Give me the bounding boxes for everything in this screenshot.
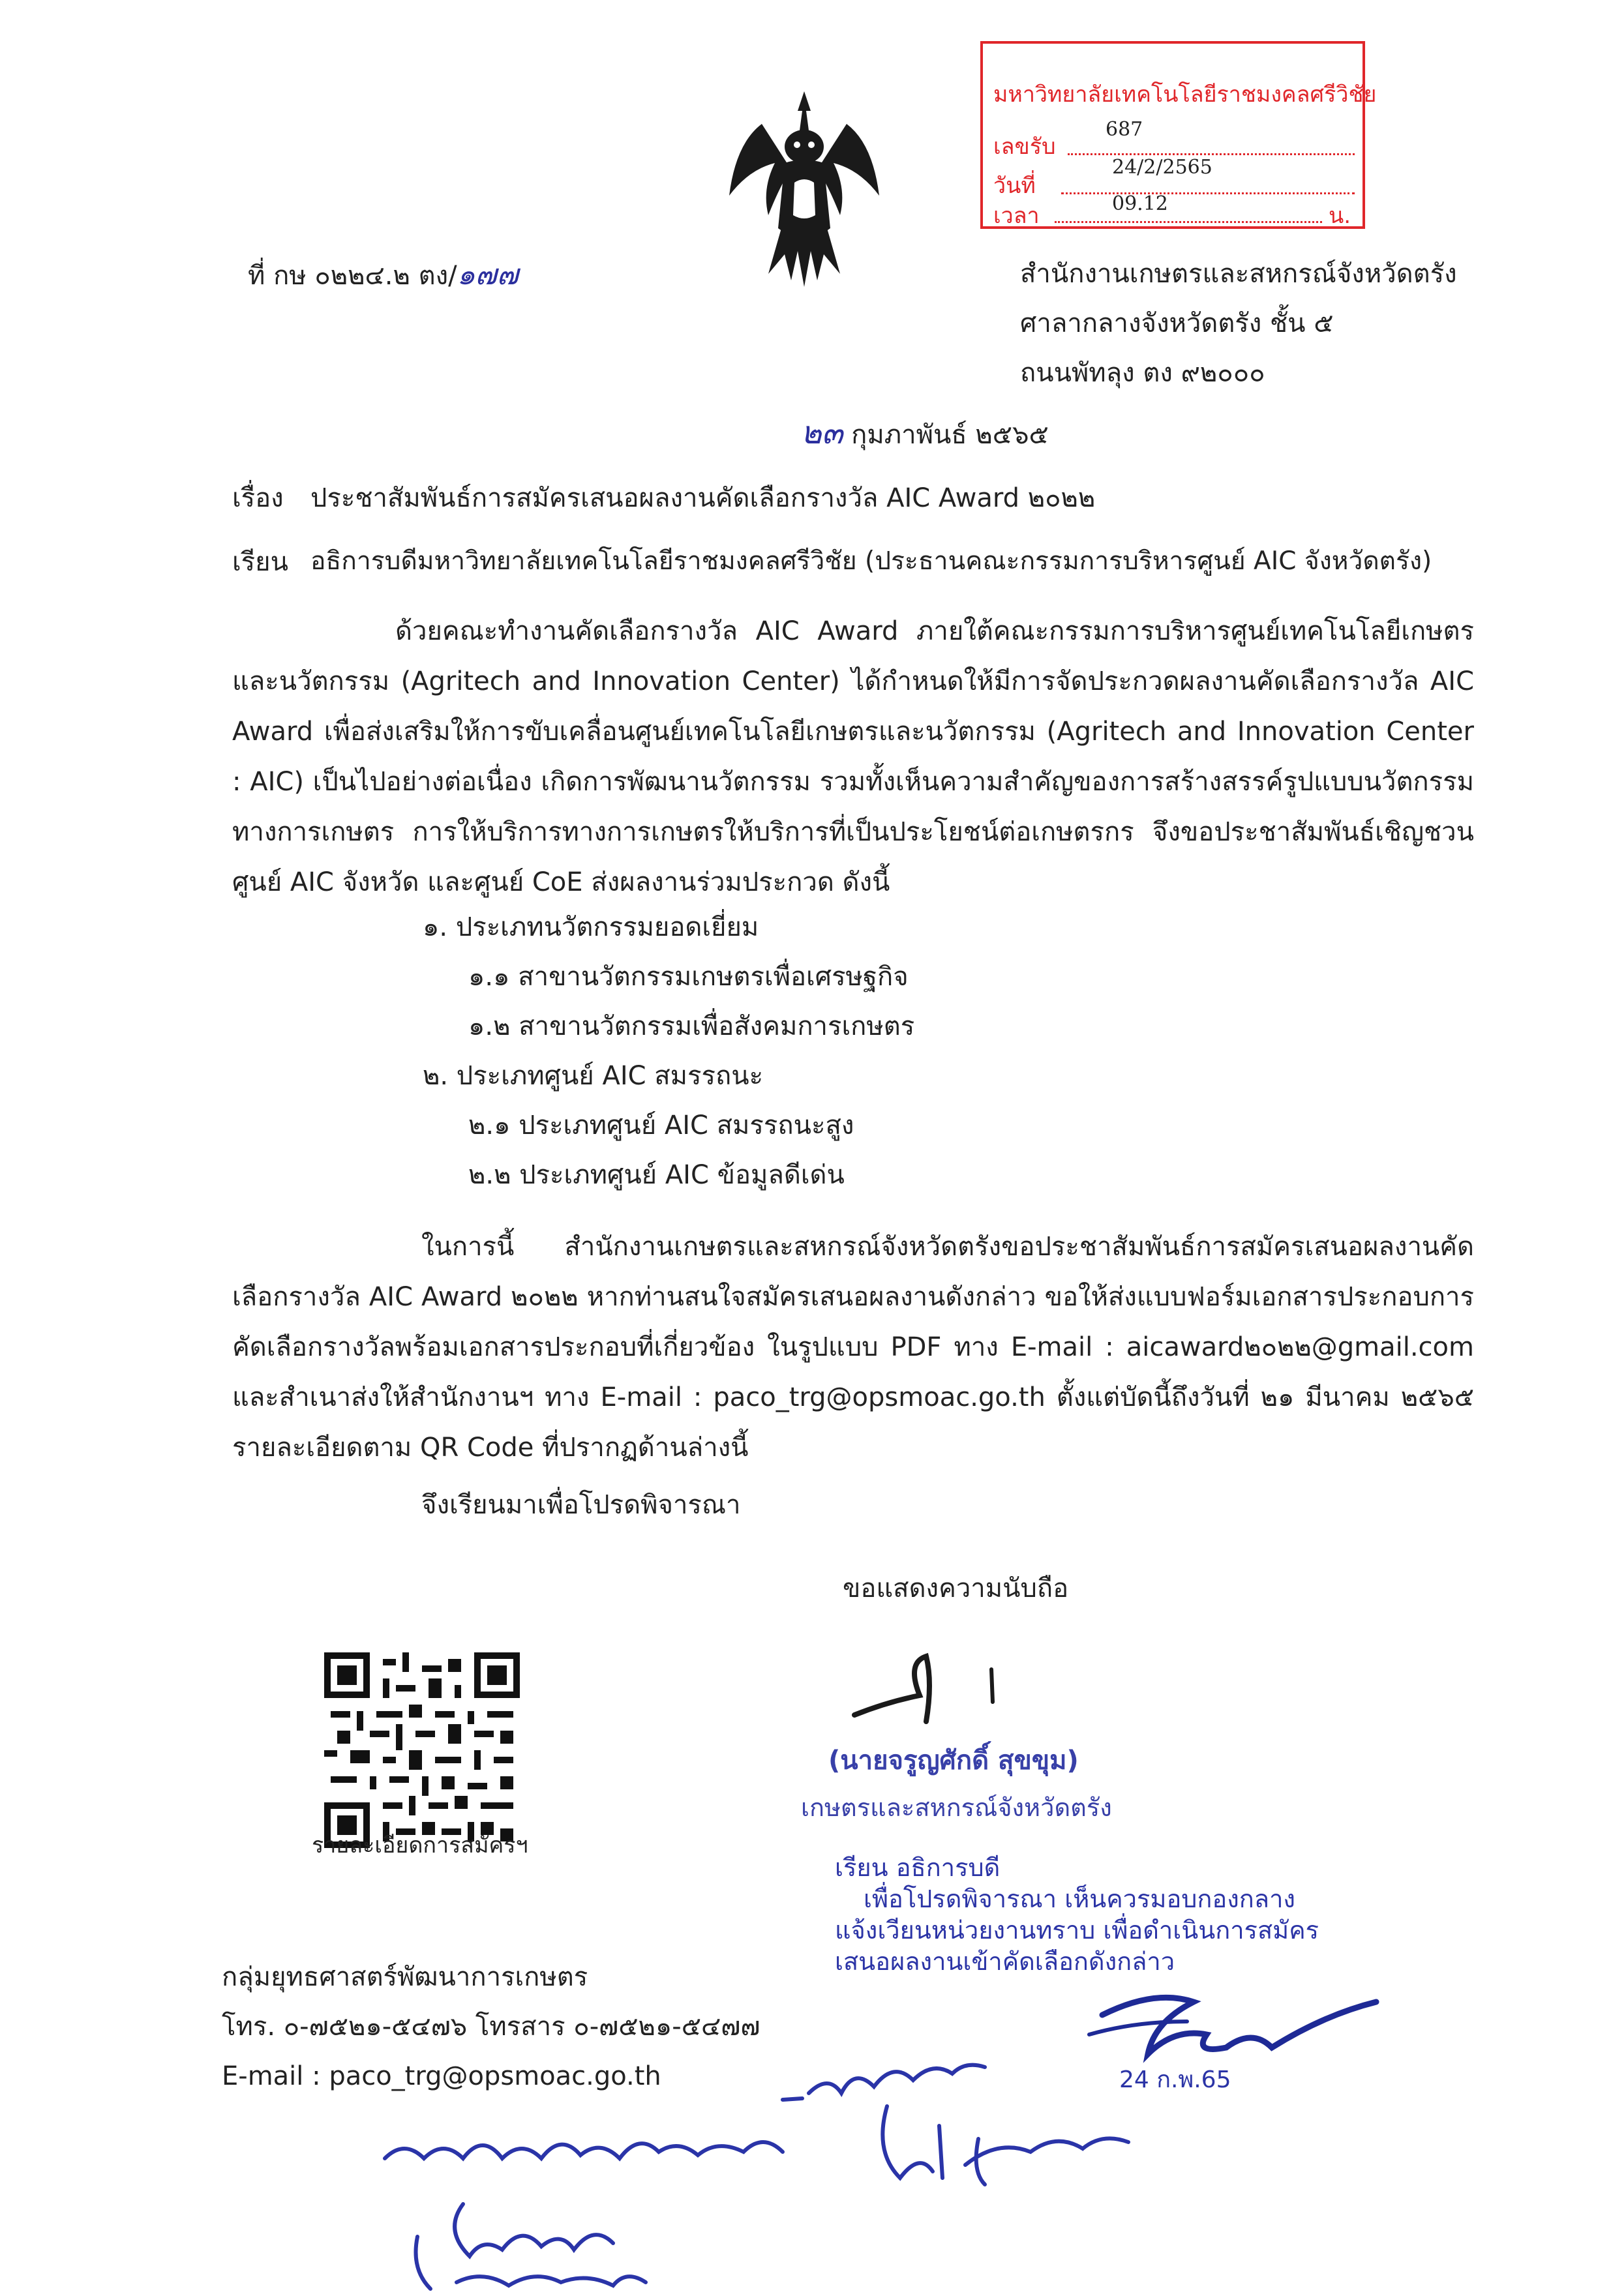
- body-paragraph-1: ด้วยคณะทำงานคัดเลือกรางวัล AIC Award ภายใต้คณะกรรมการบริหารศูนย์เทคโนโลยีเกษตรและนวัตกรรม (Agritech and Innovation Center) ได้กำหนดให้มีการจัดประกวดผลงานคัดเลือกรางวัล AIC Award เพื่อส่งเสริมให้การขับเคลื่อนศูนย์เทคโนโลยีเกษตรและนวัตกรรม (Agritech and Innovation Center : AIC) เป็นไปอย่างต่อเนื่อง เกิดการพัฒนานวัตกรรม รวมทั้งเห็นความสำคัญของการสร้างสรรค์รูปแบบนวัตกรรมทางการเกษตร การให้บริการทางการเกษตรให้บริการที่เป็นประโยชน์ต่อเกษตรกร จึงขอประชาสัมพันธ์เชิญชวนศูนย์ AIC จังหวัด และศูนย์ CoE ส่งผลงานร่วมประกวด ดังนี้: [232, 616, 1474, 897]
- signer-title: เกษตรและสหกรณ์จังหวัดตรัง: [801, 1793, 1112, 1822]
- endorsement-line-4: เสนอผลงานเข้าคัดเลือกดังกล่าว: [835, 1947, 1175, 1976]
- garuda-emblem-icon: [723, 85, 886, 303]
- closing-request: จึงเรียนมาเพื่อโปรดพิจารณา: [421, 1490, 741, 1520]
- endorsement-date: 24 ก.พ.65: [1119, 2066, 1231, 2093]
- subject-label: เรื่อง: [232, 483, 284, 513]
- body-paragraph-2: ในการนี้ สำนักงานเกษตรและสหกรณ์จังหวัดตรังขอประชาสัมพันธ์การสมัครเสนอผลงานคัดเลือกรางวัล AIC Award ๒๐๒๒ หากท่านสนใจสมัครเสนอผลงานดังกล่าว ขอให้ส่งแบบฟอร์มเอกสารประกอบการคัดเลือกรางวัลพร้อมเอกสารประกอบที่เกี่ยวข้อง ในรูปแบบ PDF ทาง E-mail : aicaward๒๐๒๒@gmail.com และสำเนาส่งให้สำนักงานฯ ทาง E-mail : paco_trg@opsmoac.go.th ตั้งแต่บัดนี้ถึงวันที่ ๒๑ มีนาคม ๒๕๖๕ รายละเอียดตาม QR Code ที่ปรากฏด้านล่างนี้: [232, 1232, 1474, 1463]
- list-item: ๑.๒ สาขานวัตกรรมเพื่อสังคมการเกษตร: [468, 1011, 915, 1041]
- list-item: ๒.๒ ประเภทศูนย์ AIC ข้อมูลดีเด่น: [468, 1160, 845, 1190]
- signature-icon: [848, 1650, 1044, 1735]
- to-label: เรียน: [232, 547, 288, 577]
- contact-phone: โทร. ๐-๗๕๒๑-๕๔๗๖ โทรสาร ๐-๗๕๒๑-๕๔๗๗: [222, 2012, 760, 2042]
- stamp-title: มหาวิทยาลัยเทคโนโลยีราชมงคลศรีวิชัย: [993, 82, 1377, 108]
- stamp-time: 09.12: [1112, 192, 1168, 215]
- stamp-receive-no: 687: [1106, 118, 1143, 141]
- stamp-time-label: เวลา: [993, 203, 1040, 229]
- office-line-3: ถนนพัทลุง ตง ๙๒๐๐๐: [1020, 358, 1265, 388]
- stamp-date-label: วันที่: [993, 173, 1036, 199]
- endorsement-line-2: เพื่อโปรดพิจารณา เห็นควรมอบกองกลาง: [864, 1885, 1295, 1913]
- office-line-2: ศาลากลางจังหวัดตรัง ชั้น ๕: [1020, 308, 1334, 338]
- reference-number-handwritten: ๑๗๗: [457, 258, 519, 291]
- stamp-time-suffix: น.: [1329, 203, 1351, 229]
- qr-caption: รายละเอียดการสมัครฯ: [312, 1832, 528, 1858]
- letter-date: ๒๓ กุมภาพันธ์ ๒๕๖๕: [801, 415, 1049, 451]
- list-item: ๑.๑ สาขานวัตกรรมเกษตรเพื่อเศรษฐกิจ: [468, 962, 909, 992]
- closing: ขอแสดงความนับถือ: [843, 1573, 1069, 1603]
- subject: ประชาสัมพันธ์การสมัครเสนอผลงานคัดเลือกรางวัล AIC Award ๒๐๒๒: [310, 483, 1096, 513]
- contact-email: E-mail : paco_trg@opsmoac.go.th: [222, 2061, 661, 2091]
- letter-date-handwritten-day: ๒๓: [801, 415, 843, 451]
- reference-number: ที่ กษ ๐๒๒๔.๒ ตง/๑๗๗: [248, 258, 519, 291]
- list-item: ๑. ประเภทนวัตกรรมยอดเยี่ยม: [423, 912, 759, 942]
- to-recipient: อธิการบดีมหาวิทยาลัยเทคโนโลยีราชมงคลศรีวิชัย (ประธานคณะกรรมการบริหารศูนย์ AIC จังหวัดตรัง): [310, 546, 1432, 576]
- qr-code-icon: [324, 1652, 520, 1848]
- signer-name: (นายจรูญศักดิ์ สุขขุม): [828, 1746, 1079, 1776]
- handwritten-annotation-icon: [378, 2021, 1226, 2296]
- department: กลุ่มยุทธศาสตร์พัฒนาการเกษตร: [222, 1962, 588, 1992]
- list-item: ๒. ประเภทศูนย์ AIC สมรรถนะ: [423, 1061, 764, 1091]
- endorsement-line-3: แจ้งเวียนหน่วยงานทราบ เพื่อดำเนินการสมัคร: [835, 1916, 1319, 1945]
- stamp-date: 24/2/2565: [1112, 156, 1212, 179]
- stamp-receive-label: เลขรับ: [993, 134, 1056, 160]
- list-item: ๒.๑ ประเภทศูนย์ AIC สมรรถนะสูง: [468, 1111, 854, 1141]
- receipt-stamp: [980, 41, 1377, 229]
- endorsement-line-1: เรียน อธิการบดี: [835, 1853, 1001, 1882]
- office-line-1: สำนักงานเกษตรและสหกรณ์จังหวัดตรัง: [1020, 259, 1457, 289]
